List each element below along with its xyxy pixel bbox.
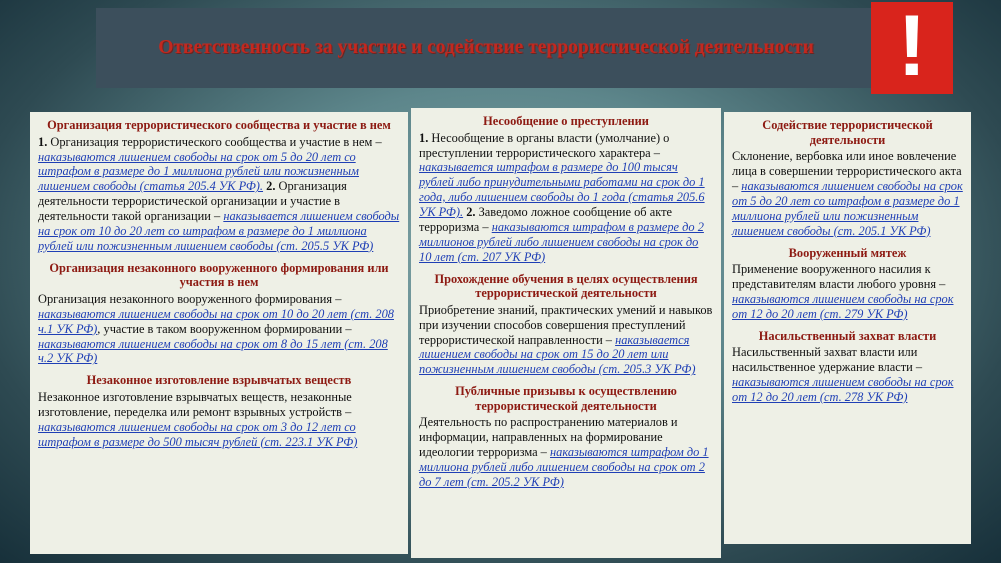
- page-title: Ответственность за участие и содействие террористической деятельности: [158, 36, 814, 58]
- body-text: Заведомо ложное сообщение об акте терроризма –: [419, 205, 672, 234]
- panel-middle-column: [411, 108, 721, 558]
- body-text: Организация деятельности террористической организации и участие в деятельности такой организации –: [38, 179, 347, 223]
- block-body: [419, 415, 713, 489]
- penalty-text: наказываются лишением свободы на срок от 12 до 20 лет (ст. 278 УК РФ): [732, 375, 954, 404]
- body-text: Несообщение в органы власти (умолчание) о преступлении террористического характера –: [419, 130, 670, 160]
- body-text: Организация незаконного вооруженного формирования –: [38, 291, 342, 306]
- body-text: 1.: [419, 130, 429, 145]
- content-block: [38, 373, 400, 449]
- content-block: [732, 329, 963, 405]
- panel-left-column: [30, 112, 408, 554]
- block-body: [732, 345, 963, 405]
- content-block: [419, 272, 713, 378]
- body-text: Насильственный захват власти или насильственное удержание власти –: [732, 345, 923, 375]
- penalty-text: наказываются лишением свободы на срок от 5 до 20 лет со штрафом в размере до 1 миллиона рублей или пожизненным лишением свободы (ст. 205.1 УК РФ): [732, 179, 963, 238]
- panel-right-column: [724, 112, 971, 544]
- content-block: [419, 114, 713, 265]
- block-body: [38, 135, 400, 254]
- penalty-text: наказываются лишением свободы на срок от 10 до 20 лет (ст. 208 ч.1 УК РФ): [38, 306, 394, 336]
- body-text: 2.: [466, 205, 476, 219]
- content-block: [38, 118, 400, 254]
- exclamation-icon: [871, 2, 953, 94]
- block-heading: Содействие террористической деятельности: [762, 118, 933, 147]
- block-heading: Организация террористического сообщества и участие в нем: [47, 118, 391, 132]
- block-heading: Насильственный захват власти: [758, 328, 937, 343]
- penalty-text: наказываются штрафом до 1 миллиона рублей либо лишением свободы на срок от 2 до 7 лет (ст. 205.2 УК РФ): [419, 445, 709, 489]
- body-text: Приобретение знаний, практических умений и навыков при изучении способов совершения преступлений террористической направленности –: [419, 302, 713, 347]
- block-body: [732, 149, 963, 238]
- body-text: Незаконное изготовление взрывчатых веществ, незаконные изготовление, переделка или ремонт взрывных устройств –: [38, 389, 352, 419]
- content-block: [38, 261, 400, 367]
- block-heading: Незаконное изготовление взрывчатых веществ: [86, 373, 352, 388]
- penalty-text: наказывается штрафом в размере до 100 тысяч рублей либо принудительными работами на срок до 1 года, либо лишением свободы до 1 года (статья 205.6 УК РФ).: [419, 160, 705, 219]
- penalty-text: наказываются лишением свободы на срок от 8 до 15 лет (ст. 208 ч.2 УК РФ): [38, 336, 388, 366]
- body-text: Организация террористического сообщества и участие в нем –: [47, 134, 382, 149]
- body-text: Склонение, вербовка или иное вовлечение лица в совершении террористического акта –: [732, 149, 962, 193]
- block-heading: Организация незаконного вооруженного формирования или участия в нем: [49, 260, 389, 290]
- block-body: [419, 131, 713, 265]
- penalty-text: наказывается лишением свободы на срок от 10 до 20 лет со штрафом в размере до 1 миллиона рублей или пожизненным лишением свободы (ст. 205.5 УК РФ): [38, 209, 400, 253]
- content-block: [732, 118, 963, 239]
- block-body: [38, 292, 400, 366]
- block-body: [732, 262, 963, 322]
- body-text: Применение вооруженного насилия к представителям власти любого уровня –: [732, 262, 946, 291]
- block-heading: Несообщение о преступлении: [483, 114, 649, 128]
- penalty-text: наказываются лишением свободы на срок от 5 до 20 лет со штрафом в размере до 1 миллиона рублей или пожизненным лишением свободы (статья 205.4 УК РФ).: [38, 149, 359, 194]
- penalty-text: наказываются лишением свободы на срок от 3 до 12 лет со штрафом в размере до 500 тысяч рублей (ст. 223.1 УК РФ): [38, 419, 358, 449]
- block-heading: Вооруженный мятеж: [788, 245, 907, 260]
- body-text: 2.: [266, 179, 276, 194]
- slide-title-bar: [96, 8, 876, 88]
- content-block: [419, 384, 713, 490]
- body-text: Деятельность по распространению материалов и информации, направленных на формирование идеологии терроризма –: [419, 415, 678, 460]
- block-body: [419, 303, 713, 377]
- content-block: [732, 246, 963, 322]
- block-body: [38, 390, 400, 450]
- exclamation-mark-glyph: !: [897, 0, 927, 94]
- penalty-text: наказываются штрафом в размере до 2 миллионов рублей либо лишением свободы на срок до 10 лет (ст. 207 УК РФ): [419, 219, 704, 264]
- block-heading: Публичные призывы к осуществлению террористической деятельности: [455, 384, 677, 413]
- penalty-text: наказываются лишением свободы на срок от 12 до 20 лет (ст. 279 УК РФ): [732, 291, 954, 321]
- block-heading: Прохождение обучения в целях осуществления террористической деятельности: [434, 271, 698, 301]
- penalty-text: наказывается лишением свободы на срок от 15 до 20 лет или пожизненным лишением свободы (ст. 205.3 УК РФ): [419, 332, 696, 377]
- body-text: , участие в таком вооруженном формировании –: [97, 321, 352, 336]
- body-text: 1.: [38, 134, 48, 149]
